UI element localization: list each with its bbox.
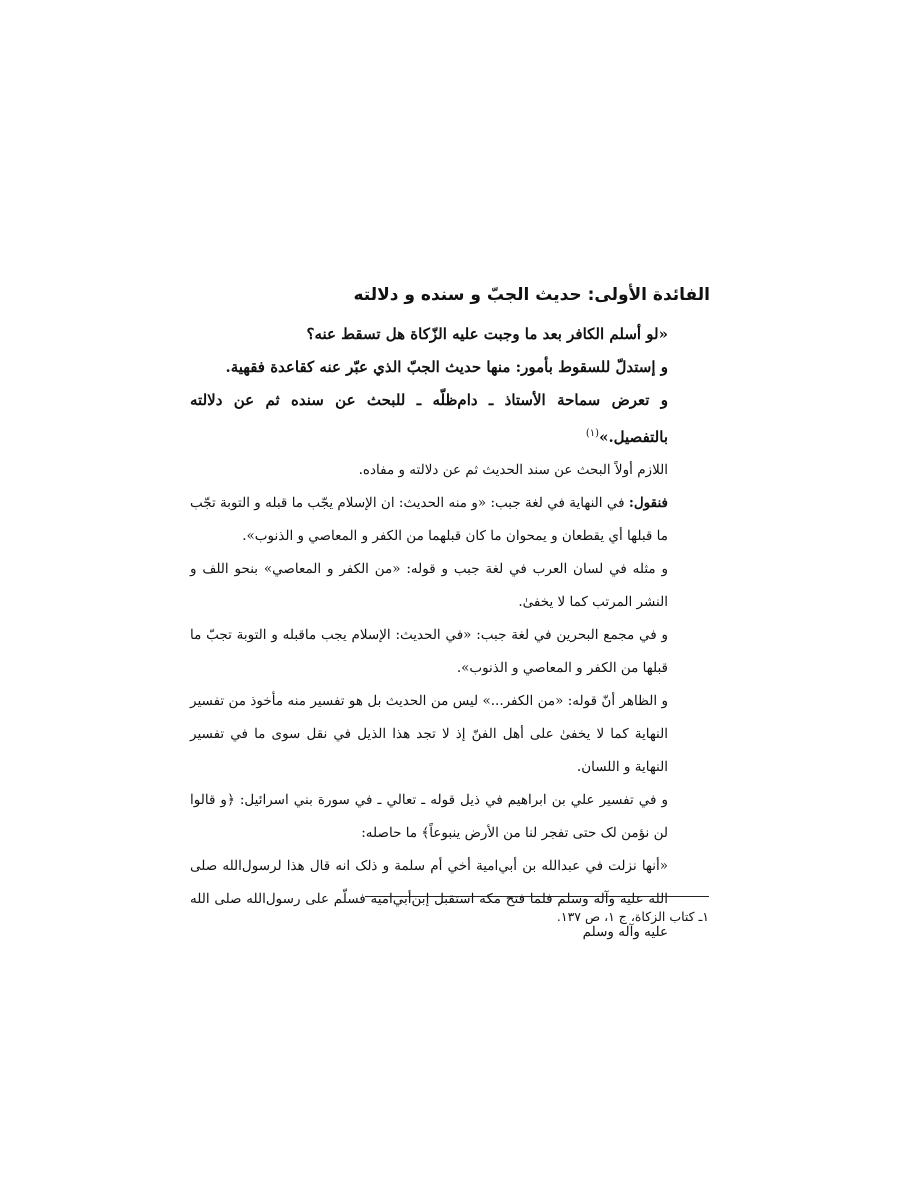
paragraph-2-lead: فنقول: [628, 495, 668, 511]
paragraph-3 [190, 553, 710, 619]
paragraph-7-text: «أنها نزلت في عبدالله بن أبي‌امية أخي أم سلمة و ذلک انه قال هذا لرسول‌الله صلى الله عليه وآله وسلم فلما فتح مكة استقبل إبن‌أبي‌امية فسلّم على رسول‌الله صلى الله عليه وآله وسلم [190, 858, 668, 940]
paragraph-3-text: و مثله في لسان العرب في لغة جبب و قوله: «من الكفر و المعاصي» بنحو اللف و النشر المرتب كما لا يخفىٰ. [190, 561, 668, 610]
paragraph-1-text: اللازم أولاً البحث عن سند الحديث ثم عن دلالته و مفاده. [358, 462, 668, 478]
paragraph-4 [190, 619, 710, 685]
main-text-block [190, 282, 710, 949]
section-title: الفائدة الأولى: حديث الجبّ و سنده و دلالته [353, 285, 710, 305]
paragraph-5-text: و الظاهر أنّ قوله: «من الكفر...» ليس من الحديث بل هو تفسير منه مأخوذ من تفسير النهاية كما لا يخفىٰ على أهل الفنّ إذ لا تجد هذا الذيل في نقل سوى ما في تفسير النهاية و اللسان. [190, 693, 668, 775]
paragraph-2 [190, 487, 710, 553]
paragraph-2-text: في النهاية في لغة جبب: «و منه الحديث: ان الإسلام يجّب ما قبله و التوبة تجّب ما قبلها أي يقطعان و يمحوان ما كان قبلهما من الكفر و المعاصي و الذنوب». [190, 495, 668, 544]
quote-line-3 [190, 384, 710, 454]
quote-line-2: و إستدلّ للسقوط بأمور: منها حديث الجبّ الذي عبّر عنه كقاعدة فقهية. [225, 358, 668, 376]
footnote-marker: (١) [585, 428, 600, 439]
footnote: ١ـ كتاب الزكاة، ج ١، ص ١٣٧. [556, 909, 709, 924]
paragraph-1 [190, 454, 710, 487]
footnote-divider [365, 896, 709, 897]
paragraph-7 [190, 850, 710, 949]
paragraph-5 [190, 685, 710, 784]
paragraph-6-text: و في تفسير علي بن ابراهيم في ذيل قوله ـ تعالي ـ في سورة بني اسرائيل: ﴿و قالوا لن نؤمن لک حتى تفجر لنا من الأرض ينبوعاً﴾ ما حاصله: [190, 792, 668, 841]
quote-line-3-text: و تعرض سماحة الأستاذ ـ دام‌ظلّه ـ للبحث عن سنده ثم عن دلالته بالتفصيل.» [190, 391, 668, 446]
paragraph-4-text: و في مجمع البحرين في لغة جبب: «في الحديث: الإسلام يجب ماقبله و التوبة تجبّ ما قبلها من الكفر و المعاصي و الذنوب». [190, 627, 668, 676]
quote-line-1: «لو أسلم الكافر بعد ما وجبت عليه الزّكاة هل تسقط عنه؟ [306, 325, 668, 343]
paragraph-6 [190, 784, 710, 850]
